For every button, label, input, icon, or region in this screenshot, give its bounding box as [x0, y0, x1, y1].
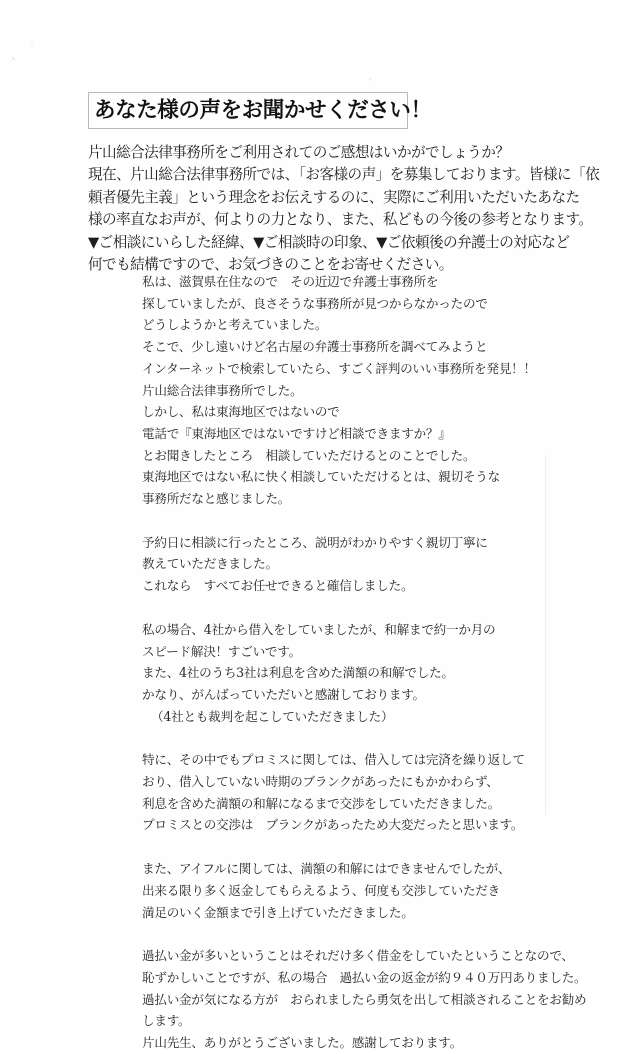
testimonial-line: 電話で『東海地区ではないですけど相談できますか？』: [142, 425, 451, 441]
testimonial-line: おり、借入していない時期のブランクがあったにもかかわらず、: [142, 774, 499, 790]
scan-speck-icon: [369, 78, 371, 81]
testimonial-line: スピード解決！すごいです。: [142, 643, 301, 659]
testimonial-body: [142, 271, 587, 1054]
intro-line: 何でも結構ですので、お気づきのことをお寄せください。: [88, 256, 453, 274]
testimonial-line: また、4社のうち3社は利息を含めた満額の和解でした。: [142, 665, 454, 681]
paragraph-aiful: [142, 858, 562, 923]
testimonial-line: 過払い金が多いということはそれだけ多く借金をしていたということなので、: [142, 948, 574, 964]
testimonial-line: そこで、少し遠いけど名古屋の弁護士事務所を調べてみようと: [142, 339, 488, 355]
paragraph-promise: [142, 749, 562, 836]
testimonial-line: します。: [142, 1013, 191, 1029]
testimonial-line: 利息を含めた満額の和解になるまで交渉をしていただきました。: [142, 795, 500, 811]
testimonial-line: かなり、がんばっていただいと感謝しております。: [142, 686, 425, 702]
paragraph-closing: [142, 945, 587, 1054]
testimonial-line: 過払い金が気になる方が おられましたら勇気を出して相談されることをお勧め: [142, 991, 587, 1007]
testimonial-line: インターネットで検索していたら、すごく評判のいい事務所を発見！！: [142, 360, 536, 376]
testimonial-line: 教えていただきました。: [142, 556, 278, 572]
testimonial-line: 恥ずかしいことですが、私の場合 過払い金の返金が約９４０万円ありました。: [142, 969, 587, 985]
testimonial-line: 事務所だなと感じました。: [142, 491, 291, 507]
testimonial-line: また、アイフルに関しては、満額の和解にはできませんでしたが、: [142, 861, 511, 877]
paragraph-settlement: [142, 619, 562, 728]
testimonial-line: 東海地区ではない私に快く相談していただけるとは、親切そうな: [142, 469, 500, 485]
scan-speck-icon: [31, 41, 33, 43]
testimonial-line: （4社とも裁判を起こしていただきました）: [151, 708, 394, 724]
testimonial-line: 私の場合、4社から借入をしていましたが、和解まで約一か月の: [142, 621, 496, 637]
testimonial-line: とお聞きしたところ 相談していただけるとのことでした。: [142, 447, 476, 463]
testimonial-line: 特に、その中でもプロミスに関しては、借入しては完済を繰り返して: [142, 752, 525, 768]
testimonial-line: 片山総合法律事務所でした。: [142, 382, 303, 398]
scan-speck-icon: [12, 57, 15, 60]
intro-line: 様の率直なお声が、何よりの力となり、また、私どもの今後の参考となります。: [88, 211, 593, 229]
testimonial-line: これなら すべてお任せできると確信しました。: [142, 578, 414, 594]
testimonial-line: 予約日に相談に行ったところ、説明がわかりやすく親切丁寧に: [142, 534, 488, 550]
paragraph-origin: [142, 271, 562, 510]
paragraph-consultation: [142, 532, 562, 597]
intro-line: ▼ご相談にいらした経緯、▼ご相談時の印象、▼ご依頼後の弁護士の対応など: [88, 233, 570, 251]
testimonial-line: 探していましたが、良さそうな事務所が見つからなかったので: [142, 295, 488, 311]
intro-paragraph: [88, 142, 600, 276]
testimonial-line: しかし、私は東海地区ではないので: [142, 404, 340, 420]
intro-line: 片山総合法律事務所をご利用されてのご感想はいかがでしょうか？: [88, 144, 510, 161]
intro-line: 現在、片山総合法律事務所では、「お客様の声」を募集しております。皆様に「依: [88, 166, 600, 184]
testimonial-line: 片山先生、ありがとうございました。感謝しております。: [142, 1035, 462, 1051]
testimonial-line: 出来る限り多く返金してもらえるよう、何度も交渉していただき: [142, 882, 500, 898]
page-title: あなた様の声をお聞かせください！: [94, 97, 432, 123]
intro-line: 頼者優先主義」という理念をお伝えするのに、実際にご利用いただいたあなた: [88, 188, 580, 206]
testimonial-line: 私は、滋賀県在住なので その近辺で弁護士事務所を: [142, 274, 439, 289]
testimonial-line: どうしようかと考えていました。: [142, 317, 328, 333]
testimonial-line: 満足のいく金額まで引き上げていただきました。: [142, 904, 414, 920]
page-title-box: [88, 92, 432, 129]
testimonial-line: プロミスとの交渉は ブランクがあったため大変だったと思います。: [142, 817, 524, 833]
